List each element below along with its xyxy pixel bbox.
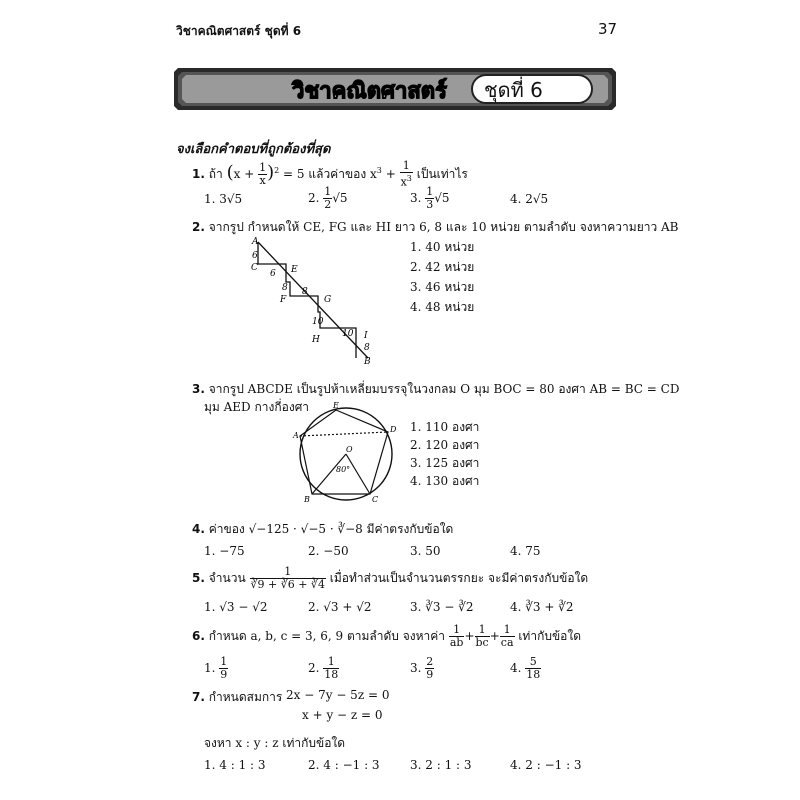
svg-text:6: 6: [252, 251, 258, 261]
question-4: 4. ค่าของ √−125 · √−5 · ∛−8 มีค่าตรงกับข้อใด: [192, 522, 454, 536]
q3-circle-figure: [290, 402, 402, 506]
q7-option-3[interactable]: 3. 2 : 1 : 3: [410, 758, 472, 772]
svg-text:F: F: [280, 295, 287, 305]
q2-option-2[interactable]: 2. 42 หน่วย: [410, 260, 475, 274]
q3-option-3[interactable]: 3. 125 องศา: [410, 456, 480, 470]
svg-text:B: B: [304, 495, 310, 504]
q4-expression: √−125 · √−5 · ∛−8: [248, 522, 363, 536]
svg-text:H: H: [312, 335, 320, 345]
q4-option-2[interactable]: 2. −50: [308, 544, 349, 558]
q3-option-4[interactable]: 4. 130 องศา: [410, 474, 480, 488]
svg-text:8: 8: [282, 283, 288, 293]
q7-option-1[interactable]: 1. 4 : 1 : 3: [204, 758, 266, 772]
q6-option-1[interactable]: 1. $\frac{1}{9}$: [204, 655, 228, 681]
instruction: จงเลือกคำตอบที่ถูกต้องที่สุด: [176, 142, 331, 157]
q5-option-1[interactable]: 1. √3 − √2: [204, 600, 268, 614]
q3-option-2[interactable]: 2. 120 องศา: [410, 438, 480, 452]
q5-fraction: $\frac{1}{∛9 + ∛6 + ∛4}$: [250, 565, 325, 591]
svg-text:C: C: [251, 263, 258, 273]
svg-text:E: E: [333, 402, 339, 410]
svg-text:D: D: [390, 425, 397, 434]
q3-option-1[interactable]: 1. 110 องศา: [410, 420, 480, 434]
question-5: 5. จำนวน $\frac{1}{∛9 + ∛6 + ∛4}$ เมื่อทำส่วนเป็นจำนวนตรรกยะ จะมีค่าตรงกับข้อใด: [192, 565, 589, 591]
q1-mid: = 5 แล้วค่าของ x: [283, 166, 377, 181]
svg-text:8: 8: [364, 343, 370, 353]
svg-text:10: 10: [312, 317, 324, 327]
q7-equation-2: x + y − z = 0: [302, 708, 383, 722]
svg-text:A: A: [252, 237, 259, 247]
svg-text:O: O: [346, 445, 353, 454]
q5-option-3[interactable]: 3. ∛3 − ∛2: [410, 600, 474, 614]
question-3: 3. จากรูป ABCDE เป็นรูปห้าเหลี่ยมบรรจุในวงกลม O มุม BOC = 80 องศา AB = BC = CD: [192, 382, 680, 396]
q4-option-1[interactable]: 1. −75: [204, 544, 245, 558]
svg-text:A: A: [293, 431, 299, 440]
q2-text: จากรูป กำหนดให้ CE, FG และ HI ยาว 6, 8 และ 10 หน่วย ตามลำดับ จงหาความยาว AB: [208, 220, 679, 234]
svg-text:I: I: [364, 331, 368, 341]
q3-line1: จากรูป ABCDE เป็นรูปห้าเหลี่ยมบรรจุในวงกลม O มุม BOC = 80 องศา AB = BC = CD: [208, 382, 680, 396]
question-7: 7. กำหนดสมการ: [192, 690, 283, 704]
banner-set: ชุดที่ 6: [484, 78, 543, 102]
q2-option-3[interactable]: 3. 46 หน่วย: [410, 280, 475, 294]
q7-ask: จงหา x : y : z เท่ากับข้อใด: [204, 736, 346, 750]
q1-option-4[interactable]: 4. 2√5: [510, 192, 549, 206]
svg-text:B: B: [364, 357, 371, 367]
svg-text:8: 8: [302, 287, 308, 297]
question-6: 6. กำหนด a, b, c = 3, 6, 9 ตามลำดับ จงหาค่า $\frac{1}{ab}$ + $\frac{1}{bc}$ + $\frac{1}{ca}$ เท่ากับข้อใด: [192, 623, 582, 649]
svg-text:G: G: [324, 295, 332, 305]
q3-line2: มุม AED กางกี่องศา: [204, 400, 310, 414]
svg-text:6: 6: [270, 269, 276, 279]
q1-option-2[interactable]: 2. $\frac{1}{2}$ √5: [308, 185, 348, 211]
svg-text:10: 10: [342, 329, 354, 339]
question-2: 2. จากรูป กำหนดให้ CE, FG และ HI ยาว 6, 8 และ 10 หน่วย ตามลำดับ จงหาความยาว AB: [192, 220, 679, 234]
svg-text:E: E: [291, 265, 298, 275]
q1-frac: $\frac{1}{x}$: [259, 160, 267, 187]
q1-tail: เป็นเท่าไร: [416, 166, 468, 181]
banner-title: วิชาคณิตศาสตร์: [292, 79, 447, 104]
q2-staircase-figure: [246, 236, 376, 368]
q5-option-4[interactable]: 4. ∛3 + ∛2: [510, 600, 574, 614]
q1-option-3[interactable]: 3. $\frac{1}{3}$ √5: [410, 185, 450, 211]
svg-text:80°: 80°: [336, 465, 351, 474]
q7-option-2[interactable]: 2. 4 : −1 : 3: [308, 758, 380, 772]
q7-option-4[interactable]: 4. 2 : −1 : 3: [510, 758, 582, 772]
q2-option-1[interactable]: 1. 40 หน่วย: [410, 240, 475, 254]
title-banner: [172, 66, 618, 112]
running-header: วิชาคณิตศาสตร์ ชุดที่ 6: [176, 24, 302, 38]
q5-option-2[interactable]: 2. √3 + √2: [308, 600, 372, 614]
question-1: 1. ถ้า (x + $\frac{1}{x}$ )$^2$ = 5 แล้วค่าของ $x^3$ + $\frac{1}{x^3}$ เป็นเท่าไร: [192, 159, 468, 189]
q7-equation-1: 2x − 7y − 5z = 0: [286, 688, 390, 702]
q1-number: 1.: [192, 166, 205, 181]
q1-lead: ถ้า: [208, 166, 223, 181]
q2-option-4[interactable]: 4. 48 หน่วย: [410, 300, 475, 314]
q4-option-4[interactable]: 4. 75: [510, 544, 541, 558]
svg-text:C: C: [372, 495, 379, 504]
page-number: 37: [598, 20, 618, 38]
q6-option-4[interactable]: 4. $\frac{5}{18}$: [510, 655, 541, 681]
q6-option-3[interactable]: 3. $\frac{2}{9}$: [410, 655, 434, 681]
q4-option-3[interactable]: 3. 50: [410, 544, 441, 558]
q1-option-1[interactable]: 1. 3√5: [204, 192, 243, 206]
q6-option-2[interactable]: 2. $\frac{1}{18}$: [308, 655, 339, 681]
